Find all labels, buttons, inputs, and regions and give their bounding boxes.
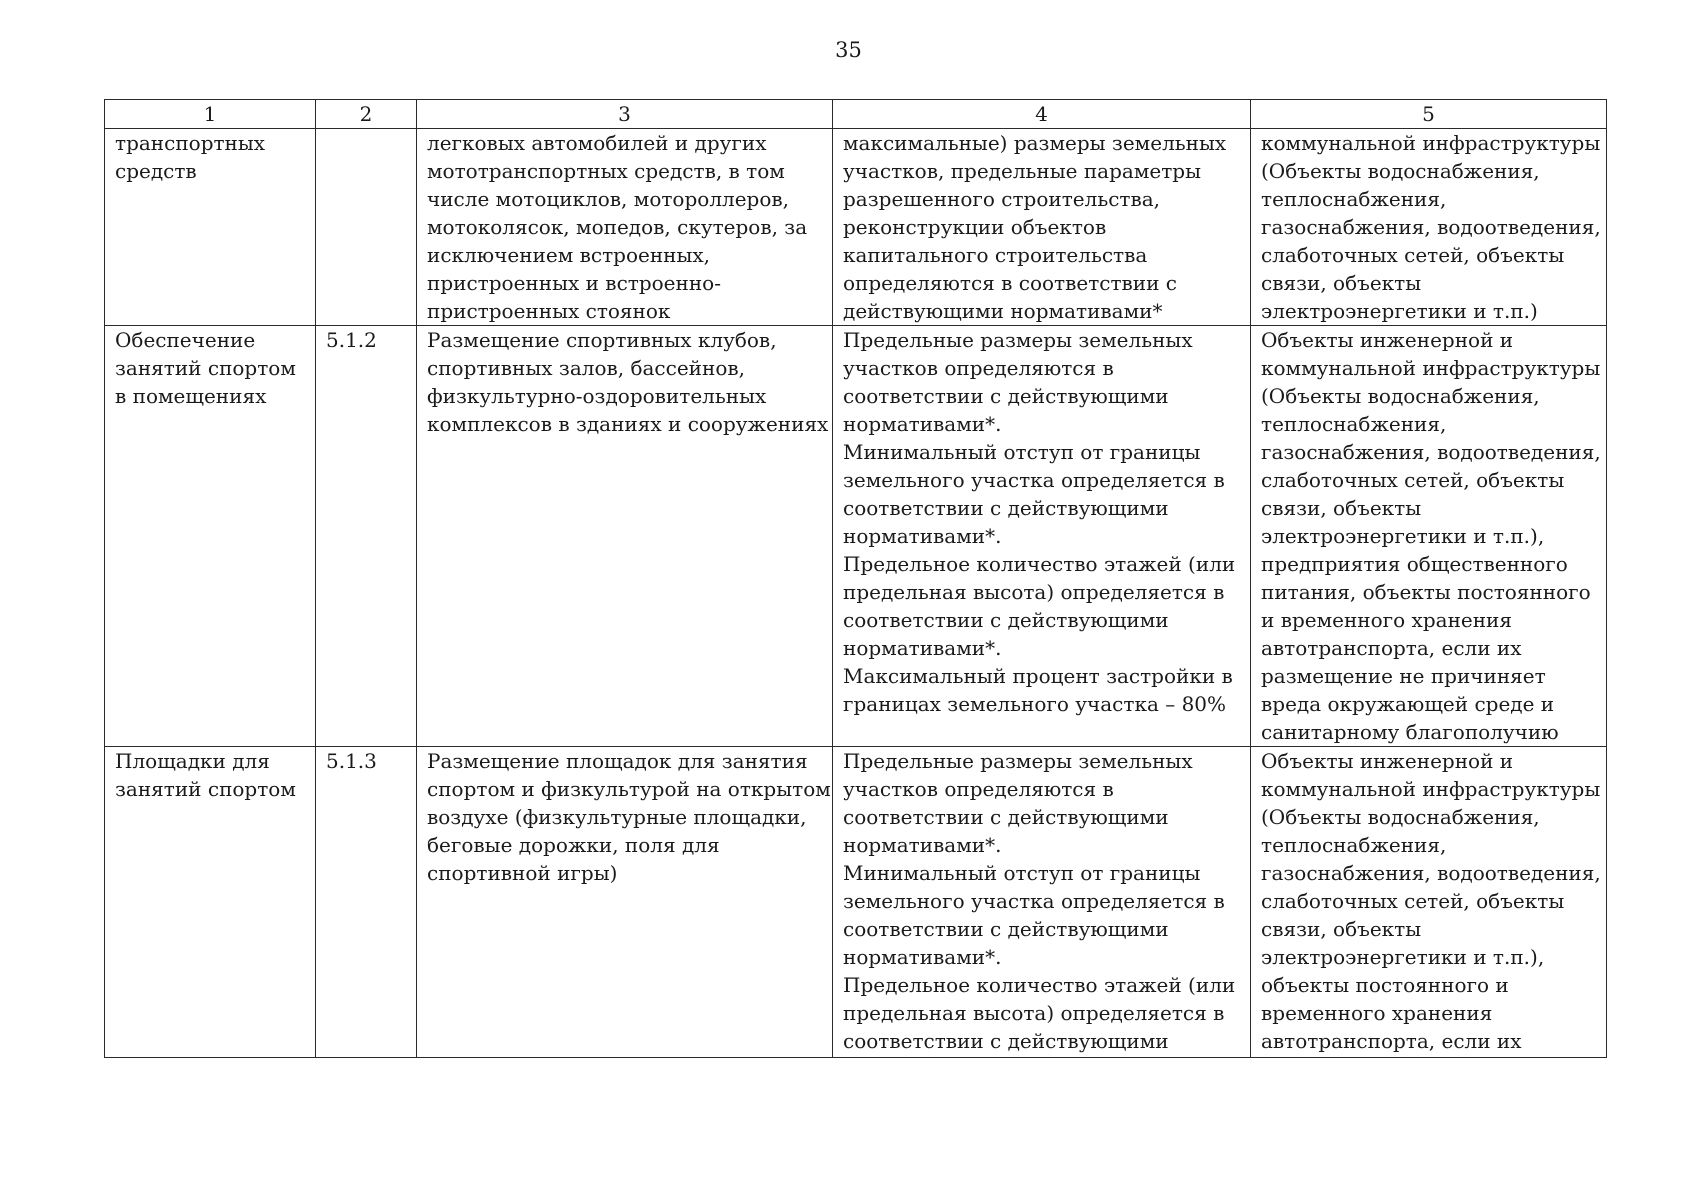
cell-use-description xyxy=(417,326,833,747)
cell-text-line: занятий спортом xyxy=(115,777,296,801)
cell-text-line: соответствии с действующими xyxy=(843,917,1169,941)
cell-use-name xyxy=(105,747,316,1058)
cell-text-line: участков, предельные параметры xyxy=(843,159,1202,183)
cell-parameters xyxy=(833,129,1251,326)
cell-text-line: автотранспорта, если их xyxy=(1261,636,1522,660)
cell-text-line: слаботочных сетей, объекты xyxy=(1261,889,1565,913)
cell-text-line: автотранспорта, если их xyxy=(1261,1029,1522,1053)
cell-text-line: нормативами*. xyxy=(843,412,1002,436)
cell-text-line: теплоснабжения, xyxy=(1261,833,1447,857)
cell-text-line: 5.1.3 xyxy=(326,749,377,773)
cell-text-line: исключением встроенных, xyxy=(427,243,711,267)
cell-text-line: капитального строительства xyxy=(843,243,1148,267)
cell-text-line: газоснабжения, водоотведения, xyxy=(1261,215,1601,239)
cell-auxiliary-uses xyxy=(1251,129,1607,326)
cell-text-line: земельного участка определяется в xyxy=(843,468,1225,492)
cell-text-line: Размещение площадок для занятия xyxy=(427,749,808,773)
table-row xyxy=(105,747,1607,1058)
cell-use-description xyxy=(417,129,833,326)
cell-text-line: мотоколясок, мопедов, скутеров, за xyxy=(427,215,808,239)
header-col-1: 1 xyxy=(105,100,316,129)
cell-text-line: максимальные) размеры земельных xyxy=(843,131,1227,155)
cell-text-line: коммунальной инфраструктуры xyxy=(1261,777,1601,801)
cell-use-code xyxy=(316,129,417,326)
cell-text-line: Объекты инженерной и xyxy=(1261,328,1514,352)
cell-text-line: 5.1.2 xyxy=(326,328,377,352)
cell-use-code xyxy=(316,326,417,747)
cell-text-line: Предельное количество этажей (или xyxy=(843,552,1236,576)
cell-text-line: газоснабжения, водоотведения, xyxy=(1261,861,1601,885)
cell-text-line: (Объекты водоснабжения, xyxy=(1261,805,1540,829)
cell-auxiliary-uses xyxy=(1251,747,1607,1058)
cell-text-line: слаботочных сетей, объекты xyxy=(1261,243,1565,267)
cell-text-line: Размещение спортивных клубов, xyxy=(427,328,777,352)
cell-text-line: (Объекты водоснабжения, xyxy=(1261,159,1540,183)
cell-text-line: транспортных xyxy=(115,131,266,155)
cell-text-line: Предельное количество этажей (или xyxy=(843,973,1236,997)
cell-text-line: Объекты инженерной и xyxy=(1261,749,1514,773)
cell-text-line: соответствии с действующими xyxy=(843,1029,1169,1053)
cell-text-line: участков определяются в xyxy=(843,356,1114,380)
cell-text-line: пристроенных стоянок xyxy=(427,299,671,323)
cell-text-line: средств xyxy=(115,159,197,183)
cell-text-line: объекты постоянного и xyxy=(1261,973,1509,997)
cell-use-name xyxy=(105,326,316,747)
table-row xyxy=(105,326,1607,747)
cell-text-line: электроэнергетики и т.п.) xyxy=(1261,299,1538,323)
header-col-4: 4 xyxy=(833,100,1251,129)
cell-text-line: соответствии с действующими xyxy=(843,496,1169,520)
cell-text-line: пристроенных и встроенно- xyxy=(427,271,721,295)
header-col-3: 3 xyxy=(417,100,833,129)
cell-text-line: связи, объекты xyxy=(1261,917,1422,941)
cell-text-line: и временного хранения xyxy=(1261,608,1513,632)
cell-text-line: электроэнергетики и т.п.), xyxy=(1261,945,1545,969)
cell-text-line: соответствии с действующими xyxy=(843,384,1169,408)
header-col-2: 2 xyxy=(316,100,417,129)
cell-text-line: спортивных залов, бассейнов, xyxy=(427,356,745,380)
cell-text-line: предельная высота) определяется в xyxy=(843,1001,1225,1025)
cell-text-line: Максимальный процент застройки в xyxy=(843,664,1233,688)
cell-text-line: теплоснабжения, xyxy=(1261,187,1447,211)
cell-text-line: нормативами*. xyxy=(843,524,1002,548)
cell-use-code xyxy=(316,747,417,1058)
cell-text-line: питания, объекты постоянного xyxy=(1261,580,1591,604)
cell-text-line: санитарному благополучию xyxy=(1261,720,1559,744)
cell-text-line: (Объекты водоснабжения, xyxy=(1261,384,1540,408)
cell-parameters xyxy=(833,747,1251,1058)
cell-text-line: определяются в соответствии с xyxy=(843,271,1178,295)
cell-text-line: электроэнергетики и т.п.), xyxy=(1261,524,1545,548)
cell-text-line: разрешенного строительства, xyxy=(843,187,1161,211)
cell-text-line: временного хранения xyxy=(1261,1001,1493,1025)
cell-use-name xyxy=(105,129,316,326)
cell-text-line: связи, объекты xyxy=(1261,496,1422,520)
cell-text-line: Минимальный отступ от границы xyxy=(843,861,1201,885)
cell-text-line: соответствии с действующими xyxy=(843,608,1169,632)
table-row xyxy=(105,129,1607,326)
cell-text-line: предельная высота) определяется в xyxy=(843,580,1225,604)
cell-auxiliary-uses xyxy=(1251,326,1607,747)
cell-text-line: физкультурно-оздоровительных xyxy=(427,384,767,408)
cell-text-line: соответствии с действующими xyxy=(843,805,1169,829)
cell-text-line: размещение не причиняет xyxy=(1261,664,1546,688)
cell-text-line: спортивной игры) xyxy=(427,861,618,885)
cell-text-line: нормативами*. xyxy=(843,636,1002,660)
cell-text-line: связи, объекты xyxy=(1261,271,1422,295)
cell-text-line: нормативами*. xyxy=(843,945,1002,969)
cell-text-line: газоснабжения, водоотведения, xyxy=(1261,440,1601,464)
cell-text-line: Минимальный отступ от границы xyxy=(843,440,1201,464)
cell-text-line: Обеспечение xyxy=(115,328,256,352)
page-number: 35 xyxy=(835,38,862,62)
cell-text-line: границах земельного участка – 80% xyxy=(843,692,1227,716)
cell-text-line: легковых автомобилей и других xyxy=(427,131,767,155)
cell-text-line: действующими нормативами* xyxy=(843,299,1163,323)
cell-text-line: теплоснабжения, xyxy=(1261,412,1447,436)
cell-text-line: реконструкции объектов xyxy=(843,215,1107,239)
cell-text-line: Предельные размеры земельных xyxy=(843,749,1193,773)
header-col-5: 5 xyxy=(1251,100,1607,129)
cell-text-line: комплексов в зданиях и сооружениях xyxy=(427,412,829,436)
cell-text-line: беговые дорожки, поля для xyxy=(427,833,720,857)
cell-text-line: коммунальной инфраструктуры xyxy=(1261,131,1601,155)
cell-text-line: Предельные размеры земельных xyxy=(843,328,1193,352)
table-header-row xyxy=(105,100,1607,129)
cell-text-line: участков определяются в xyxy=(843,777,1114,801)
cell-text-line: коммунальной инфраструктуры xyxy=(1261,356,1601,380)
cell-text-line: занятий спортом xyxy=(115,356,296,380)
cell-text-line: мототранспортных средств, в том xyxy=(427,159,785,183)
cell-text-line: воздухе (физкультурные площадки, xyxy=(427,805,807,829)
cell-text-line: предприятия общественного xyxy=(1261,552,1568,576)
cell-text-line: числе мотоциклов, мотороллеров, xyxy=(427,187,790,211)
cell-use-description xyxy=(417,747,833,1058)
cell-text-line: в помещениях xyxy=(115,384,267,408)
cell-parameters xyxy=(833,326,1251,747)
cell-text-line: нормативами*. xyxy=(843,833,1002,857)
cell-text-line: спортом и физкультурой на открытом xyxy=(427,777,831,801)
land-use-table xyxy=(104,99,1607,1058)
cell-text-line: земельного участка определяется в xyxy=(843,889,1225,913)
cell-text-line: Площадки для xyxy=(115,749,270,773)
cell-text-line: вреда окружающей среде и xyxy=(1261,692,1555,716)
cell-text-line: слаботочных сетей, объекты xyxy=(1261,468,1565,492)
